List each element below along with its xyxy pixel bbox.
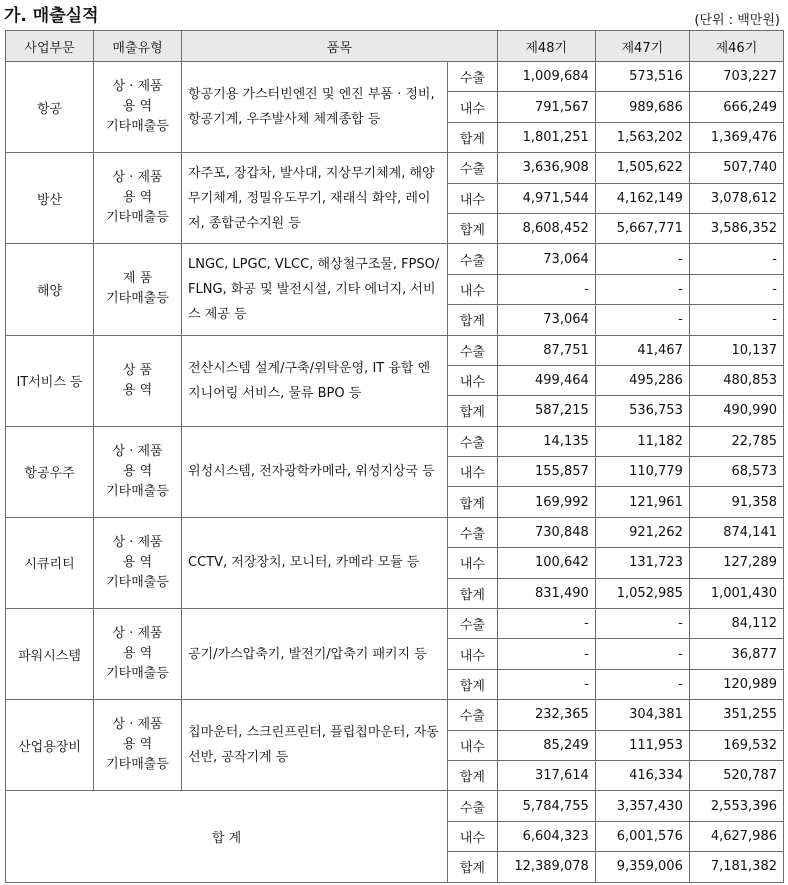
value-cell: 499,464 bbox=[497, 365, 595, 395]
product-cell: CCTV, 저장장치, 모니터, 카메라 모듈 등 bbox=[182, 517, 448, 608]
product-cell: 자주포, 장갑차, 발사대, 지상무기체계, 해양무기체계, 정밀유도무기, 재래식 화약, 레이저, 종합군수지원 등 bbox=[182, 153, 448, 244]
row-kind: 합계 bbox=[448, 669, 498, 699]
row-kind: 수출 bbox=[448, 244, 498, 274]
row-kind: 수출 bbox=[448, 517, 498, 547]
sales-type-item: 기타매출등 bbox=[106, 574, 169, 590]
division-cell: 방산 bbox=[6, 153, 94, 244]
value-cell: 416,334 bbox=[595, 760, 689, 790]
division-cell: 항공 bbox=[6, 62, 94, 153]
value-cell: 14,135 bbox=[497, 426, 595, 456]
value-cell: 536,753 bbox=[595, 396, 689, 426]
section-title: 가. 매출실적 bbox=[4, 6, 99, 26]
row-kind: 수출 bbox=[448, 700, 498, 730]
sales-type-cell bbox=[94, 700, 182, 791]
header-row bbox=[6, 31, 784, 62]
value-cell: 7,181,382 bbox=[689, 852, 783, 882]
value-cell: - bbox=[595, 609, 689, 639]
sales-type-cell bbox=[94, 244, 182, 335]
header-period-47: 제47기 bbox=[595, 31, 689, 62]
product-cell: LNGC, LPGC, VLCC, 해상철구조물, FPSO/FLNG, 화공 및 발전시설, 기타 에너지, 서비스 제공 등 bbox=[182, 244, 448, 335]
value-cell: 1,052,985 bbox=[595, 578, 689, 608]
sales-type-item: 용 역 bbox=[122, 99, 153, 115]
sales-type-item: 기타매출등 bbox=[106, 291, 169, 307]
row-kind: 내수 bbox=[448, 639, 498, 669]
value-cell: 91,358 bbox=[689, 487, 783, 517]
value-cell: 304,381 bbox=[595, 700, 689, 730]
value-cell: 8,608,452 bbox=[497, 213, 595, 243]
sales-type-item: 상 · 제품 bbox=[112, 79, 163, 95]
value-cell: 791,567 bbox=[497, 92, 595, 122]
value-cell: - bbox=[595, 274, 689, 304]
value-cell: 831,490 bbox=[497, 578, 595, 608]
value-cell: - bbox=[595, 244, 689, 274]
row-kind: 내수 bbox=[448, 92, 498, 122]
value-cell: 573,516 bbox=[595, 62, 689, 92]
value-cell: 1,369,476 bbox=[689, 122, 783, 152]
row-kind: 합계 bbox=[448, 396, 498, 426]
value-cell: 87,751 bbox=[497, 335, 595, 365]
value-cell: 3,636,908 bbox=[497, 153, 595, 183]
value-cell: 10,137 bbox=[689, 335, 783, 365]
value-cell: 587,215 bbox=[497, 396, 595, 426]
value-cell: 11,182 bbox=[595, 426, 689, 456]
product-cell: 전산시스템 설계/구축/위탁운영, IT 융합 엔지니어링 서비스, 물류 BPO 등 bbox=[182, 335, 448, 426]
value-cell: 2,553,396 bbox=[689, 791, 783, 821]
table-row bbox=[6, 426, 784, 456]
value-cell: 9,359,006 bbox=[595, 852, 689, 882]
row-kind: 합계 bbox=[448, 122, 498, 152]
row-kind: 수출 bbox=[448, 335, 498, 365]
row-kind: 내수 bbox=[448, 274, 498, 304]
sales-type-item: 용 역 bbox=[122, 737, 153, 753]
row-kind: 수출 bbox=[448, 791, 498, 821]
value-cell: 666,249 bbox=[689, 92, 783, 122]
value-cell: - bbox=[497, 669, 595, 699]
value-cell: 4,971,544 bbox=[497, 183, 595, 213]
product-cell: 공기/가스압축기, 발전기/압축기 패키지 등 bbox=[182, 609, 448, 700]
value-cell: 507,740 bbox=[689, 153, 783, 183]
value-cell: 127,289 bbox=[689, 548, 783, 578]
value-cell: 169,992 bbox=[497, 487, 595, 517]
sales-table bbox=[5, 30, 784, 883]
sales-type-item: 기타매출등 bbox=[106, 210, 169, 226]
value-cell: 41,467 bbox=[595, 335, 689, 365]
value-cell: - bbox=[689, 244, 783, 274]
value-cell: 874,141 bbox=[689, 517, 783, 547]
header-period-46: 제46기 bbox=[689, 31, 783, 62]
row-kind: 합계 bbox=[448, 578, 498, 608]
value-cell: 100,642 bbox=[497, 548, 595, 578]
division-cell: 산업용장비 bbox=[6, 700, 94, 791]
value-cell: 480,853 bbox=[689, 365, 783, 395]
division-cell: 해양 bbox=[6, 244, 94, 335]
value-cell: 730,848 bbox=[497, 517, 595, 547]
sales-type-cell bbox=[94, 517, 182, 608]
row-kind: 내수 bbox=[448, 821, 498, 851]
value-cell: - bbox=[497, 274, 595, 304]
value-cell: 4,162,149 bbox=[595, 183, 689, 213]
header-period-48: 제48기 bbox=[497, 31, 595, 62]
sales-type-item: 제 품 bbox=[122, 271, 153, 287]
value-cell: 36,877 bbox=[689, 639, 783, 669]
division-cell: IT서비스 등 bbox=[6, 335, 94, 426]
table-body bbox=[6, 62, 784, 883]
value-cell: 169,532 bbox=[689, 730, 783, 760]
value-cell: 155,857 bbox=[497, 457, 595, 487]
product-cell: 항공기용 가스터빈엔진 및 엔진 부품 · 정비, 항공기계, 우주발사체 체계종합 등 bbox=[182, 62, 448, 153]
value-cell: - bbox=[497, 609, 595, 639]
row-kind: 내수 bbox=[448, 457, 498, 487]
header-division: 사업부문 bbox=[6, 31, 94, 62]
value-cell: 5,784,755 bbox=[497, 791, 595, 821]
table-row bbox=[6, 62, 784, 92]
table-row bbox=[6, 244, 784, 274]
value-cell: - bbox=[497, 639, 595, 669]
value-cell: 6,604,323 bbox=[497, 821, 595, 851]
row-kind: 합계 bbox=[448, 213, 498, 243]
value-cell: 84,112 bbox=[689, 609, 783, 639]
sales-type-item: 상 · 제품 bbox=[112, 443, 163, 459]
header-sales-type: 매출유형 bbox=[94, 31, 182, 62]
division-cell: 시큐리티 bbox=[6, 517, 94, 608]
row-kind: 합계 bbox=[448, 852, 498, 882]
row-kind: 수출 bbox=[448, 426, 498, 456]
row-kind: 내수 bbox=[448, 365, 498, 395]
value-cell: 989,686 bbox=[595, 92, 689, 122]
sales-type-item: 용 역 bbox=[122, 646, 153, 662]
table-row bbox=[6, 700, 784, 730]
sales-type-cell bbox=[94, 426, 182, 517]
sales-type-item: 용 역 bbox=[122, 382, 153, 398]
header-product: 품목 bbox=[182, 31, 498, 62]
sales-type-item: 상 품 bbox=[122, 362, 153, 378]
sales-type-item: 상 · 제품 bbox=[112, 717, 163, 733]
sales-type-cell bbox=[94, 335, 182, 426]
value-cell: 3,078,612 bbox=[689, 183, 783, 213]
row-kind: 내수 bbox=[448, 183, 498, 213]
total-row bbox=[6, 791, 784, 821]
division-cell: 항공우주 bbox=[6, 426, 94, 517]
table-row bbox=[6, 517, 784, 547]
unit-note: (단위 : 백만원) bbox=[694, 13, 780, 28]
sales-type-item: 용 역 bbox=[122, 190, 153, 206]
row-kind: 내수 bbox=[448, 548, 498, 578]
row-kind: 수출 bbox=[448, 609, 498, 639]
value-cell: - bbox=[689, 274, 783, 304]
value-cell: 68,573 bbox=[689, 457, 783, 487]
product-cell: 칩마운터, 스크린프린터, 플립칩마운터, 자동선반, 공작기계 등 bbox=[182, 700, 448, 791]
value-cell: - bbox=[595, 669, 689, 699]
value-cell: 1,563,202 bbox=[595, 122, 689, 152]
value-cell: 921,262 bbox=[595, 517, 689, 547]
value-cell: 12,389,078 bbox=[497, 852, 595, 882]
value-cell: 317,614 bbox=[497, 760, 595, 790]
total-label: 합 계 bbox=[6, 791, 448, 882]
sales-type-item: 기타매출등 bbox=[106, 757, 169, 773]
value-cell: 351,255 bbox=[689, 700, 783, 730]
value-cell: - bbox=[595, 639, 689, 669]
value-cell: 22,785 bbox=[689, 426, 783, 456]
value-cell: 73,064 bbox=[497, 244, 595, 274]
value-cell: 1,801,251 bbox=[497, 122, 595, 152]
value-cell: 111,953 bbox=[595, 730, 689, 760]
value-cell: 703,227 bbox=[689, 62, 783, 92]
table-row bbox=[6, 335, 784, 365]
value-cell: 110,779 bbox=[595, 457, 689, 487]
sales-type-cell bbox=[94, 609, 182, 700]
value-cell: 1,009,684 bbox=[497, 62, 595, 92]
sales-type-item: 기타매출등 bbox=[106, 119, 169, 135]
sales-type-cell bbox=[94, 153, 182, 244]
value-cell: 6,001,576 bbox=[595, 821, 689, 851]
sales-type-item: 용 역 bbox=[122, 554, 153, 570]
division-cell: 파워시스템 bbox=[6, 609, 94, 700]
value-cell: 3,586,352 bbox=[689, 213, 783, 243]
value-cell: 520,787 bbox=[689, 760, 783, 790]
row-kind: 수출 bbox=[448, 62, 498, 92]
row-kind: 내수 bbox=[448, 730, 498, 760]
row-kind: 수출 bbox=[448, 153, 498, 183]
sales-type-item: 기타매출등 bbox=[106, 483, 169, 499]
sales-type-item: 상 · 제품 bbox=[112, 534, 163, 550]
value-cell: - bbox=[689, 305, 783, 335]
table-row bbox=[6, 153, 784, 183]
value-cell: - bbox=[595, 305, 689, 335]
value-cell: 120,989 bbox=[689, 669, 783, 699]
sales-type-item: 기타매출등 bbox=[106, 666, 169, 682]
product-cell: 위성시스템, 전자광학카메라, 위성지상국 등 bbox=[182, 426, 448, 517]
sales-type-item: 용 역 bbox=[122, 463, 153, 479]
value-cell: 495,286 bbox=[595, 365, 689, 395]
row-kind: 합계 bbox=[448, 760, 498, 790]
sales-type-item: 상 · 제품 bbox=[112, 626, 163, 642]
value-cell: 232,365 bbox=[497, 700, 595, 730]
sales-type-cell bbox=[94, 62, 182, 153]
value-cell: 1,001,430 bbox=[689, 578, 783, 608]
value-cell: 5,667,771 bbox=[595, 213, 689, 243]
value-cell: 4,627,986 bbox=[689, 821, 783, 851]
sales-type-item: 상 · 제품 bbox=[112, 170, 163, 186]
value-cell: 490,990 bbox=[689, 396, 783, 426]
value-cell: 85,249 bbox=[497, 730, 595, 760]
value-cell: 121,961 bbox=[595, 487, 689, 517]
row-kind: 합계 bbox=[448, 305, 498, 335]
value-cell: 73,064 bbox=[497, 305, 595, 335]
value-cell: 131,723 bbox=[595, 548, 689, 578]
value-cell: 3,357,430 bbox=[595, 791, 689, 821]
table-row bbox=[6, 609, 784, 639]
value-cell: 1,505,622 bbox=[595, 153, 689, 183]
row-kind: 합계 bbox=[448, 487, 498, 517]
